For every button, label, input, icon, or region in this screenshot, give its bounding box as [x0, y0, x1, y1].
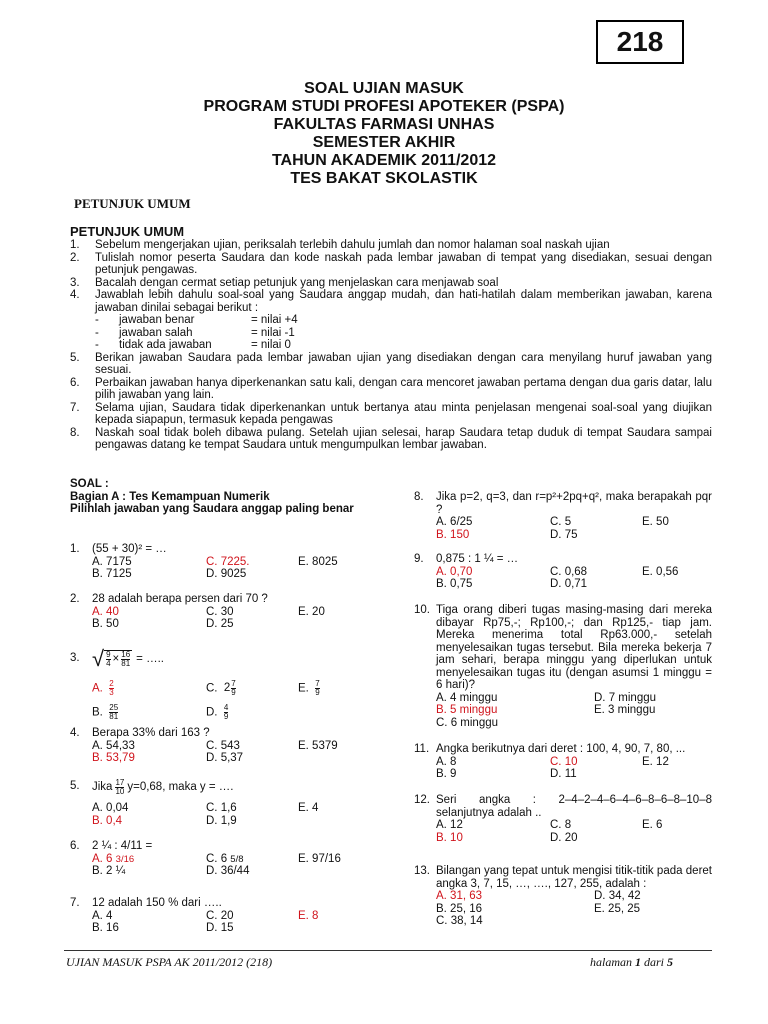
fraction: $\frac{16}{81}$ [121, 650, 131, 668]
title-block [0, 80, 768, 188]
rule-number: 8. [70, 426, 80, 439]
scoring-label: jawaban benar [119, 314, 195, 326]
times-symbol: × [112, 653, 120, 666]
scoring-label: jawaban salah [119, 326, 193, 339]
rule-text: Tulislah nomor peserta Saudara dan kode naskah pada lembar jawaban di tempat yang disediakan, sesuai dengan petunjuk pengawas. [95, 251, 712, 276]
section-heading-serif: PETUNJUK UMUM [74, 196, 191, 211]
option-d: D. 0,71 [550, 578, 588, 590]
question-expression [92, 646, 370, 672]
option-a: A. 12 [436, 819, 463, 831]
option-b: B. 0,4 [92, 814, 123, 827]
question-text: Jika p=2, q=3, dan r=p²+2pq+q², maka berapakah pqr ? [436, 491, 712, 516]
option-d: D. 5,37 [206, 752, 244, 764]
question-number: 4. [70, 727, 80, 739]
rule-number: 7. [70, 401, 80, 414]
fraction: $\frac{17}{10}$ [115, 777, 125, 796]
option-c: C. 0,68 [550, 565, 588, 578]
question-10 [414, 604, 712, 729]
option-d: D. 1,9 [206, 814, 237, 827]
option-c: C. 5 [550, 516, 572, 528]
section-heading: PETUNJUK UMUM [70, 224, 185, 239]
question-number: 3. [70, 652, 80, 664]
option-a: A. $\frac{2}{3}$ [92, 679, 114, 697]
question-text: Angka berikutnya dari deret : 100, 4, 90, 7, 80, ... [436, 743, 686, 755]
option-c: C. 8 [550, 819, 572, 831]
question-text: Tiga orang diberi tugas masing-masing dari mereka dibayar Rp75,-; Rp100,-; dan Rp125,- tiap jam. Mereka menerima total Rp63.000,- setelah menyelesaikan tugas tersebut. Bila mereka bekerja 7 jam sehari, berapa minggu yang diperlukan untuk menyelesaikan tugas itu (dengan asumsi 1 minggu = 6 hari)? [436, 604, 712, 691]
option-a: A. 6/25 [436, 516, 473, 528]
scoring-value: = nilai 0 [251, 339, 291, 351]
option-e: E. $\frac{7}{9}$ [298, 679, 320, 697]
rule-number: 3. [70, 276, 80, 289]
current-page: 1 [635, 955, 641, 969]
question-text: Bilangan yang tepat untuk mengisi titik-titik pada deret angka 3, 7, 15, …, …., 127, 255, adalah : [436, 865, 712, 890]
rule-text: Berikan jawaban Saudara pada lembar jawaban ujian yang disediakan dengan cara menyilang huruf jawaban yang sesuai. [95, 351, 712, 376]
question-7 [70, 897, 370, 935]
question-number: 1. [70, 543, 80, 555]
option-a: A. 54,33 [92, 739, 135, 752]
option-c: C. 6 5/8 [206, 852, 244, 865]
question-9 [414, 553, 712, 591]
part-instruction: Pilihlah jawaban yang Saudara anggap paling benar [70, 503, 354, 515]
title-line: FAKULTAS FARMASI UNHAS [273, 116, 495, 133]
question-text: 0,875 : 1 ¼ = … [436, 553, 519, 565]
questions-left-column [70, 478, 370, 934]
footer-divider [64, 950, 712, 951]
question-3 [70, 646, 370, 728]
option-d: D. 25 [206, 618, 234, 630]
sqrt-expression [92, 648, 132, 670]
rule-number: 5. [70, 351, 80, 364]
question-number: 10. [414, 604, 430, 616]
question-8 [414, 491, 712, 541]
question-number: 9. [414, 553, 424, 565]
question-number: 2. [70, 593, 80, 605]
option-a: A. 7175 [92, 555, 132, 568]
option-b: B. $\frac{25}{81}$ [92, 703, 119, 721]
rule-number: 1. [70, 239, 80, 251]
question-text: Seri angka : 2–4–2–4–6–4–6–8–6–8–10–8 selanjutnya adalah .. [436, 794, 712, 819]
question-4 [70, 727, 370, 765]
question-number: 7. [70, 897, 80, 909]
rule-text: Naskah soal tidak boleh dibawa pulang. Setelah ujian selesai, harap Saudara tetap duduk di tempat Saudara sampai pengawas datang ke tempat Saudara untuk mengumpulkan lembar jawaban. [95, 426, 712, 451]
rule-text: Bacalah dengan cermat setiap petunjuk yang menjelaskan cara menjawab soal [95, 276, 499, 289]
scoring-dash: - [95, 326, 99, 339]
title-line: TAHUN AKADEMIK 2011/2012 [271, 152, 497, 169]
sqrt-symbol: √ [92, 646, 105, 671]
option-e: E. 4 [298, 802, 319, 814]
question-11 [414, 743, 712, 781]
question-text: 2 ¼ : 4/11 = [92, 840, 153, 852]
question-text: 12 adalah 150 % dari ….. [92, 897, 222, 909]
option-e: E. 12 [642, 755, 669, 768]
page-number-box: 218 [596, 20, 684, 64]
option-d: D. 75 [550, 528, 578, 541]
option-a: A. 31, 63 [436, 890, 483, 902]
total-pages: 5 [667, 955, 674, 969]
option-a: A. 0,70 [436, 565, 473, 578]
general-instructions [70, 239, 712, 452]
option-d: D. 34, 42 [594, 890, 641, 902]
option-d: D. 11 [550, 768, 577, 780]
question-1 [70, 543, 370, 581]
question-text: Berapa 33% dari 163 ? [92, 727, 210, 739]
footer-exam-code: UJIAN MASUK PSPA AK 2011/2012 (218) [66, 955, 273, 969]
question-13 [414, 865, 712, 928]
option-e: E. 97/16 [298, 852, 341, 865]
option-c: C. 30 [206, 605, 234, 618]
option-d: D. 36/44 [206, 865, 250, 877]
option-b: B. 150 [436, 528, 470, 541]
option-c: C. 2 $\frac{7}{9}$ [206, 679, 236, 697]
question-12 [414, 794, 712, 844]
question-text: Jika $\frac{17}{10}$ y=0,68, maka y = …. [92, 777, 234, 796]
scoring-dash: - [95, 339, 99, 351]
scoring-row [95, 314, 712, 327]
rule-item [70, 377, 712, 402]
rule-text: Jawablah lebih dahulu soal-soal yang Saudara anggap mudah, dan hati-hatilah dalam memberikan jawaban, karena jawaban dinilai sebagai berikut : [95, 289, 712, 314]
option-a: A. 4 [92, 909, 113, 922]
option-c: C. 20 [206, 909, 234, 922]
rule-item [70, 402, 712, 427]
question-text: (55 + 30)² = … [92, 543, 167, 555]
option-b: B. 25, 16 [436, 902, 483, 915]
option-e: E. 0,56 [642, 565, 679, 578]
rule-text: Sebelum mengerjakan ujian, periksalah terlebih dahulu jumlah dan nomor halaman soal naskah ujian [95, 239, 610, 251]
scoring-value: = nilai -1 [251, 326, 295, 339]
option-d: D. 20 [550, 831, 578, 844]
question-6 [70, 840, 370, 878]
scoring-value: = nilai +4 [251, 314, 298, 326]
scoring-label: tidak ada jawaban [119, 339, 212, 351]
option-b: B. 10 [436, 831, 463, 844]
option-a: A. 40 [92, 605, 119, 618]
option-e: E. 3 minggu [594, 704, 656, 716]
question-5 [70, 778, 370, 827]
option-c: C. 1,6 [206, 802, 237, 814]
option-e: E. 25, 25 [594, 902, 641, 915]
footer-page-indicator: halaman 1 dari 5 [590, 955, 674, 969]
option-e: E. 50 [642, 516, 669, 528]
option-c: C. 6 minggu [436, 716, 499, 729]
option-b: B. 53,79 [92, 752, 135, 764]
option-a: A. 6 3/16 [92, 852, 135, 865]
question-number: 12. [414, 794, 430, 806]
rule-item [70, 239, 712, 252]
question-text: = ….. [136, 652, 164, 665]
rule-number: 4. [70, 289, 80, 301]
option-d: D. 15 [206, 922, 234, 934]
option-b: B. 5 minggu [436, 704, 498, 716]
question-number: 11. [414, 743, 430, 755]
rule-text: Selama ujian, Saudara tidak diperkenankan untuk bertanya atau minta penjelasan mengenai soal-soal yang diujikan kepada siapapun, termasuk kepada pengawas [95, 401, 712, 426]
rule-item [70, 252, 712, 277]
title-line: TES BAKAT SKOLASTIK [290, 170, 478, 187]
option-a: A. 8 [436, 755, 457, 768]
scoring-row [95, 339, 712, 352]
option-b: B. 9 [436, 768, 457, 780]
title-line: SOAL UJIAN MASUK [304, 80, 464, 97]
option-e: E. 5379 [298, 739, 338, 752]
question-number: 8. [414, 491, 424, 503]
question-2 [70, 593, 370, 631]
option-b: B. 7125 [92, 568, 132, 580]
question-number: 5. [70, 780, 80, 792]
option-e: E. 6 [642, 819, 663, 831]
option-d: D. 9025 [206, 568, 247, 580]
option-b: B. 2 ¼ [92, 865, 126, 877]
option-a: A. 4 minggu [436, 691, 498, 704]
rule-number: 2. [70, 251, 80, 264]
rule-number: 6. [70, 376, 80, 389]
option-d: D. 7 minggu [594, 691, 657, 704]
rule-item [70, 427, 712, 452]
part-heading: Bagian A : Tes Kemampuan Numerik [70, 490, 270, 503]
question-number: 13. [414, 865, 430, 877]
option-e: E. 8 [298, 909, 319, 922]
rule-item [70, 277, 712, 290]
rule-text: Perbaikan jawaban hanya diperkenankan satu kali, dengan cara mencoret jawaban pertama dengan dua garis datar, lalu pilih jawaban yang lain. [95, 376, 712, 401]
option-b: B. 16 [92, 922, 119, 934]
option-d: D. $\frac{4}{9}$ [206, 703, 229, 721]
rule-item [70, 352, 712, 377]
question-text: 28 adalah berapa persen dari 70 ? [92, 593, 268, 605]
option-c: C. 38, 14 [436, 915, 483, 927]
option-e: E. 20 [298, 605, 325, 618]
scoring-list [95, 314, 712, 352]
fraction: $\frac{9}{4}$ [106, 650, 111, 668]
scoring-row [95, 327, 712, 340]
scoring-dash: - [95, 314, 99, 326]
option-a: A. 0,04 [92, 802, 129, 814]
soal-heading: SOAL : [70, 478, 109, 490]
option-c: C. 7225. [206, 555, 250, 568]
question-number: 6. [70, 840, 80, 852]
option-b: B. 50 [92, 618, 119, 630]
option-e: E. 8025 [298, 555, 338, 568]
option-b: B. 0,75 [436, 578, 473, 590]
option-c: C. 10 [550, 755, 578, 768]
title-line: SEMESTER AKHIR [312, 134, 456, 151]
title-line: PROGRAM STUDI PROFESI APOTEKER (PSPA) [203, 98, 565, 115]
rule-item [70, 289, 712, 314]
option-c: C. 543 [206, 739, 240, 752]
